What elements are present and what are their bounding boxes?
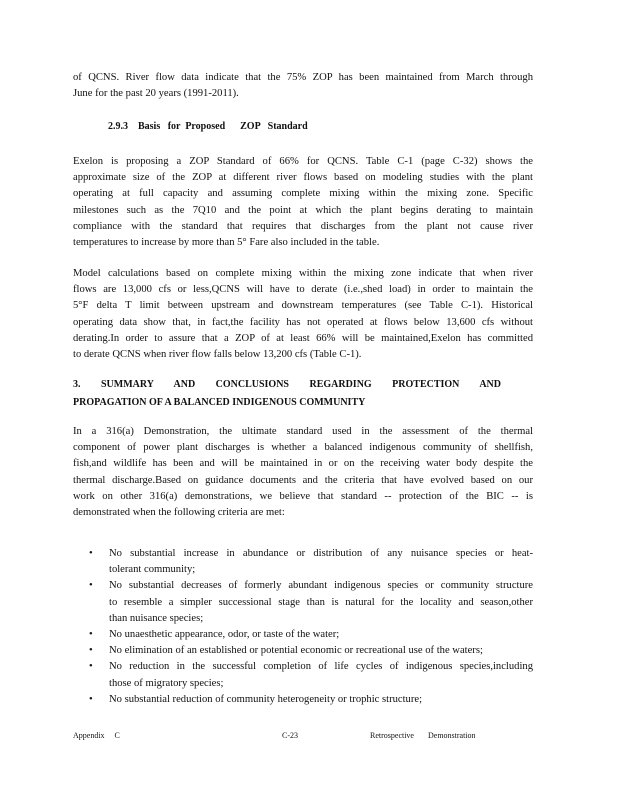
- text-line: June for the past 20 years (1991-2011).: [73, 88, 239, 100]
- criteria-list: [73, 546, 533, 708]
- text-line: to derate QCNS when river flow falls below 13,200 cfs (Table C-1).: [73, 349, 362, 361]
- text-line: No substantial decreases of formerly abundant indigenous species or community structure: [109, 580, 533, 592]
- list-item: [73, 643, 533, 659]
- text-line: thermal discharge.Based on guidance documents and the criteria that have evolved based on our: [73, 474, 533, 486]
- intro-paragraph: [73, 70, 533, 102]
- text-line: derating.In order to assure that a ZOP of at least 66% will be maintained,Exelon has committed: [73, 332, 533, 344]
- text-line: tolerant community;: [109, 564, 196, 576]
- exelon-paragraph: [73, 154, 533, 251]
- demonstration-paragraph: [73, 424, 533, 521]
- list-item: [73, 578, 533, 627]
- model-calculations-paragraph: [73, 266, 533, 363]
- bullet-icon: •: [89, 548, 93, 559]
- text-line: fish,and wildlife has been and will be maintained in or on the receiving water body despite the: [73, 458, 533, 470]
- text-line: operating at full capacity and assuming complete mixing within the mixing zone. Specific: [73, 188, 533, 200]
- text-line: No reduction in the successful completion of life cycles of indigenous species,including: [109, 661, 533, 673]
- footer-right: Retrospective Demonstration: [370, 731, 476, 740]
- text-line: demonstrated when the following criteria are met:: [73, 507, 285, 519]
- text-line: operating data show that, in fact,the facility has not operated at flows below 13,600 cfs without: [73, 316, 533, 328]
- list-item: [73, 546, 533, 578]
- text-line: flows are 13,000 cfs or less,QCNS will have to derate (i.e.,shed load) in order to maintain the: [73, 284, 533, 296]
- section-heading-3: [73, 376, 501, 412]
- text-line: No substantial reduction of community heterogeneity or trophic structure;: [109, 693, 423, 705]
- heading-line: 3. SUMMARY AND CONCLUSIONS REGARDING PROTECTION AND: [73, 379, 501, 390]
- text-line: component of power plant discharges is whether a balanced indigenous community of shellfish,: [73, 442, 533, 454]
- text-line: to resemble a simpler successional stage than is natural for the locality and season,other: [109, 596, 533, 608]
- bullet-icon: •: [89, 693, 93, 705]
- text-line: work on other 316(a) demonstrations, we believe that standard -- protection of the BIC -- is: [73, 490, 533, 502]
- section-heading-2-9-3: 2.9.3 Basis for Proposed ZOP Standard: [108, 121, 308, 132]
- text-line: Exelon is proposing a ZOP Standard of 66% for QCNS. Table C-1 (page C-32) shows the: [73, 156, 533, 167]
- text-line: of QCNS. River flow data indicate that the 75% ZOP has been maintained from March through: [73, 72, 533, 83]
- bullet-icon: •: [89, 645, 93, 657]
- text-line: those of migratory species;: [109, 677, 224, 689]
- bullet-icon: •: [89, 661, 93, 673]
- list-item: [73, 659, 533, 691]
- heading-line: PROPAGATION OF A BALANCED INDIGENOUS COMMUNITY: [73, 397, 366, 408]
- text-line: No unaesthetic appearance, odor, or taste of the water;: [109, 629, 340, 641]
- text-line: compliance with the standard that requires that discharges from the plant not cause river: [73, 220, 533, 232]
- footer-page-number: C-23: [282, 731, 298, 740]
- bullet-icon: •: [89, 580, 93, 592]
- bullet-icon: •: [89, 629, 93, 641]
- list-item: [73, 627, 533, 643]
- text-line: No substantial increase in abundance or distribution of any nuisance species or heat-: [109, 548, 533, 559]
- footer-left: Appendix C: [73, 731, 120, 740]
- text-line: milestones such as the 7Q10 and the point at which the plant begins derating to maintain: [73, 204, 533, 216]
- text-line: temperatures to increase by more than 5° Fare also included in the table.: [73, 237, 380, 249]
- text-line: than nuisance species;: [109, 612, 204, 624]
- list-item: [73, 692, 533, 708]
- text-line: approximate size of the ZOP at different river flows based on modeling studies with the plant: [73, 172, 533, 184]
- text-line: Model calculations based on complete mixing within the mixing zone indicate that when river: [73, 268, 533, 279]
- text-line: No elimination of an established or potential economic or recreational use of the waters;: [109, 645, 483, 657]
- text-line: 5°F delta T limit between upstream and downstream temperatures (see Table C-1). Historical: [73, 300, 533, 312]
- text-line: In a 316(a) Demonstration, the ultimate standard used in the assessment of the thermal: [73, 426, 533, 437]
